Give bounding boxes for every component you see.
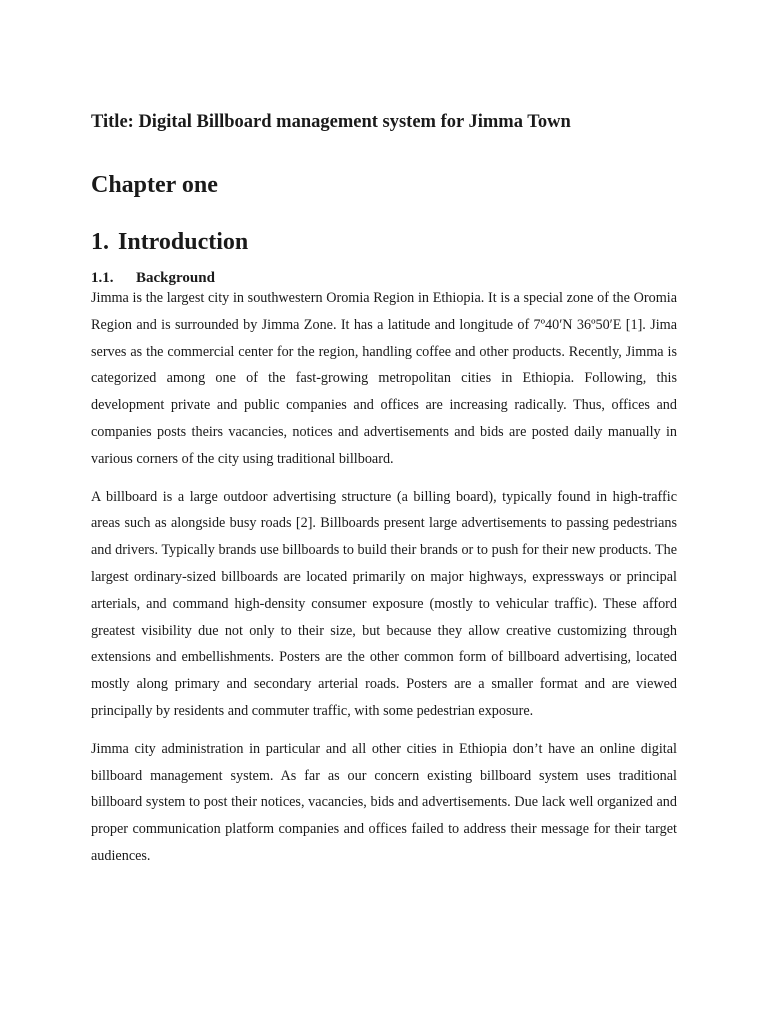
subsection-number: 1.1. bbox=[91, 270, 114, 286]
section-heading bbox=[91, 227, 248, 257]
paragraph: Jimma is the largest city in southwestern Oromia Region in Ethiopia. It is a special zone of the Oromia Region and is surrounded by Jimma Zone. It has a latitude and longitude of 7º40′N 36º50′E [1]. Jima serves as the commercial center for the region, handling coffee and other products. Recently, Jimma is categorized among one of the fast-growing metropolitan cities in Ethiopia. Following, this development private and public companies and offices are increasing radically. Thus, offices and companies posts theirs vacancies, notices and advertisements and bids are posted daily manually in various corners of the city using traditional billboard. bbox=[91, 290, 677, 467]
paragraph: Jimma city administration in particular and all other cities in Ethiopia don’t have an online digital billboard management system. As far as our concern existing billboard system uses traditional billboard system to post their notices, vacancies, bids and advertisements. Due lack well organized and proper communication platform companies and offices failed to address their message for their target audiences. bbox=[91, 740, 677, 864]
section-number: 1. bbox=[91, 229, 109, 255]
document-title: Title: Digital Billboard management system for Jimma Town bbox=[91, 112, 571, 132]
section-title: Introduction bbox=[118, 229, 249, 255]
chapter-heading: Chapter one bbox=[91, 172, 218, 198]
paragraph: A billboard is a large outdoor advertising structure (a billing board), typically found in high-traffic areas such as alongside busy roads [2]. Billboards present large advertisements to passing pedestrians and drivers. Typically brands use billboards to build their brands or to push for their new products. The largest ordinary-sized billboards are located primarily on major highways, expressways or principal arterials, and command high-density consumer exposure (mostly to vehicular traffic). These afford greatest visibility due not only to their size, but because they allow creative customizing through extensions and embellishments. Posters are the other common form of billboard advertising, located mostly along primary and secondary arterial roads. Posters are a smaller format and are viewed principally by residents and commuter traffic, with some pedestrian exposure. bbox=[91, 488, 677, 719]
subsection-title: Background bbox=[136, 270, 215, 286]
body-text bbox=[91, 285, 677, 881]
